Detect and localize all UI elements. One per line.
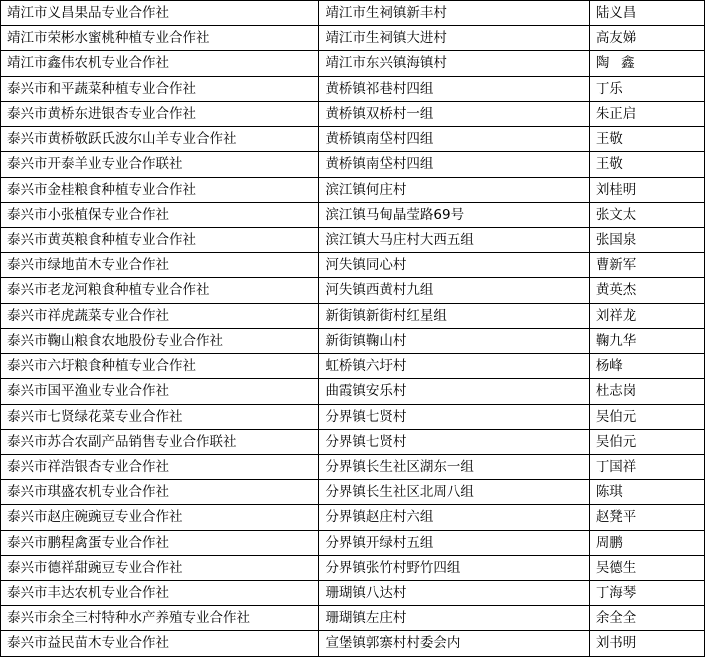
cell-cooperative-name: 泰兴市苏合农副产品销售专业合作联社 [1,429,319,454]
cell-responsible-person: 周鹏 [589,530,704,555]
cell-address: 分界镇七贤村 [319,429,589,454]
cell-cooperative-name: 泰兴市祥虎蔬菜专业合作社 [1,303,319,328]
cell-cooperative-name: 泰兴市黄英粮食种植专业合作社 [1,227,319,252]
cell-responsible-person: 黄英杰 [589,278,704,303]
cell-cooperative-name: 泰兴市七贤绿花菜专业合作社 [1,404,319,429]
cell-responsible-person: 吴伯元 [589,404,704,429]
cell-responsible-person: 刘祥龙 [589,303,704,328]
cell-address: 黄桥镇祁巷村四组 [319,76,589,101]
cell-cooperative-name: 泰兴市老龙河粮食种植专业合作社 [1,278,319,303]
cell-address: 河失镇西黄村九组 [319,278,589,303]
cell-address: 河失镇同心村 [319,253,589,278]
cell-cooperative-name: 泰兴市小张植保专业合作社 [1,202,319,227]
cell-address: 珊瑚镇左庄村 [319,606,589,631]
cell-address: 分界镇赵庄村六组 [319,505,589,530]
cell-responsible-person: 吴伯元 [589,429,704,454]
cell-address: 滨江镇大马庄村大西五组 [319,227,589,252]
table-row [1,530,705,555]
table-row [1,328,705,353]
table-row [1,631,705,656]
table-row [1,278,705,303]
cell-responsible-person: 刘桂明 [589,177,704,202]
cell-responsible-person: 杜志岗 [589,379,704,404]
cell-address: 滨江镇马甸晶莹路69号 [319,202,589,227]
cell-responsible-person: 朱正启 [589,101,704,126]
table-row [1,253,705,278]
cell-cooperative-name: 泰兴市鹏程禽蛋专业合作社 [1,530,319,555]
cell-cooperative-name: 靖江市义昌果品专业合作社 [1,1,319,26]
cell-responsible-person: 王敬 [589,152,704,177]
cell-responsible-person: 陶 鑫 [589,51,704,76]
cell-responsible-person: 张文太 [589,202,704,227]
table-row [1,454,705,479]
cell-address: 滨江镇何庄村 [319,177,589,202]
table-row [1,354,705,379]
cell-address: 靖江市生祠镇大进村 [319,26,589,51]
table-row [1,429,705,454]
table-row [1,1,705,26]
cell-responsible-person: 张国泉 [589,227,704,252]
cell-cooperative-name: 泰兴市余全三村特种水产养殖专业合作社 [1,606,319,631]
table-row [1,581,705,606]
cell-cooperative-name: 泰兴市六圩粮食种植专业合作社 [1,354,319,379]
cell-responsible-person: 鞠九华 [589,328,704,353]
cell-address: 分界镇张竹村野竹四组 [319,555,589,580]
table-row [1,227,705,252]
cell-cooperative-name: 靖江市荣彬水蜜桃种植专业合作社 [1,26,319,51]
cell-address: 新街镇新街村红星组 [319,303,589,328]
table-row [1,480,705,505]
table-row [1,202,705,227]
cell-responsible-person: 丁海琴 [589,581,704,606]
cell-address: 虹桥镇六圩村 [319,354,589,379]
cell-responsible-person: 曹新军 [589,253,704,278]
cell-cooperative-name: 泰兴市德祥甜豌豆专业合作社 [1,555,319,580]
cell-cooperative-name: 泰兴市祥浩银杏专业合作社 [1,454,319,479]
cell-responsible-person: 王敬 [589,127,704,152]
cell-cooperative-name: 泰兴市益民苗木专业合作社 [1,631,319,656]
cell-responsible-person: 刘书明 [589,631,704,656]
table-row [1,555,705,580]
cell-responsible-person: 丁乐 [589,76,704,101]
cell-responsible-person: 赵凳平 [589,505,704,530]
cell-address: 黄桥镇南垈村四组 [319,152,589,177]
cell-address: 分界镇开绿村五组 [319,530,589,555]
cell-cooperative-name: 泰兴市丰达农机专业合作社 [1,581,319,606]
cell-cooperative-name: 泰兴市绿地苗木专业合作社 [1,253,319,278]
table-row [1,606,705,631]
cell-address: 分界镇长生社区北周八组 [319,480,589,505]
table-row [1,379,705,404]
cell-cooperative-name: 泰兴市国平渔业专业合作社 [1,379,319,404]
cell-cooperative-name: 泰兴市赵庄碗豌豆专业合作社 [1,505,319,530]
cell-address: 黄桥镇双桥村一组 [319,101,589,126]
table-row [1,303,705,328]
table-row [1,127,705,152]
table-row [1,505,705,530]
cell-address: 黄桥镇南垈村四组 [319,127,589,152]
cell-cooperative-name: 泰兴市开泰羊业专业合作联社 [1,152,319,177]
table-body [1,1,705,657]
cell-responsible-person: 高友娣 [589,26,704,51]
cell-cooperative-name: 泰兴市和平蔬菜种植专业合作社 [1,76,319,101]
table-row [1,177,705,202]
cell-cooperative-name: 泰兴市金桂粮食种植专业合作社 [1,177,319,202]
cell-address: 靖江市东兴镇海镇村 [319,51,589,76]
cell-address: 靖江市生祠镇新丰村 [319,1,589,26]
cell-address: 分界镇七贤村 [319,404,589,429]
table-row [1,51,705,76]
table-row [1,76,705,101]
cell-responsible-person: 吴德生 [589,555,704,580]
cell-address: 分界镇长生社区湖东一组 [319,454,589,479]
cell-cooperative-name: 泰兴市黄桥敬跃氏波尔山羊专业合作社 [1,127,319,152]
table-row [1,404,705,429]
cell-address: 新街镇鞠山村 [319,328,589,353]
cell-address: 曲霞镇安乐村 [319,379,589,404]
cell-responsible-person: 陈琪 [589,480,704,505]
table-row [1,152,705,177]
cell-responsible-person: 陆义昌 [589,1,704,26]
table-row [1,101,705,126]
cell-address: 珊瑚镇八达村 [319,581,589,606]
cell-responsible-person: 余全全 [589,606,704,631]
cell-address: 宣堡镇郭寨村村委会内 [319,631,589,656]
table-row [1,26,705,51]
cell-cooperative-name: 泰兴市琪盛农机专业合作社 [1,480,319,505]
cell-responsible-person: 丁国祥 [589,454,704,479]
cell-cooperative-name: 靖江市鑫伟农机专业合作社 [1,51,319,76]
cell-cooperative-name: 泰兴市黄桥东进银杏专业合作社 [1,101,319,126]
cell-responsible-person: 杨峰 [589,354,704,379]
cell-cooperative-name: 泰兴市鞠山粮食农地股份专业合作社 [1,328,319,353]
